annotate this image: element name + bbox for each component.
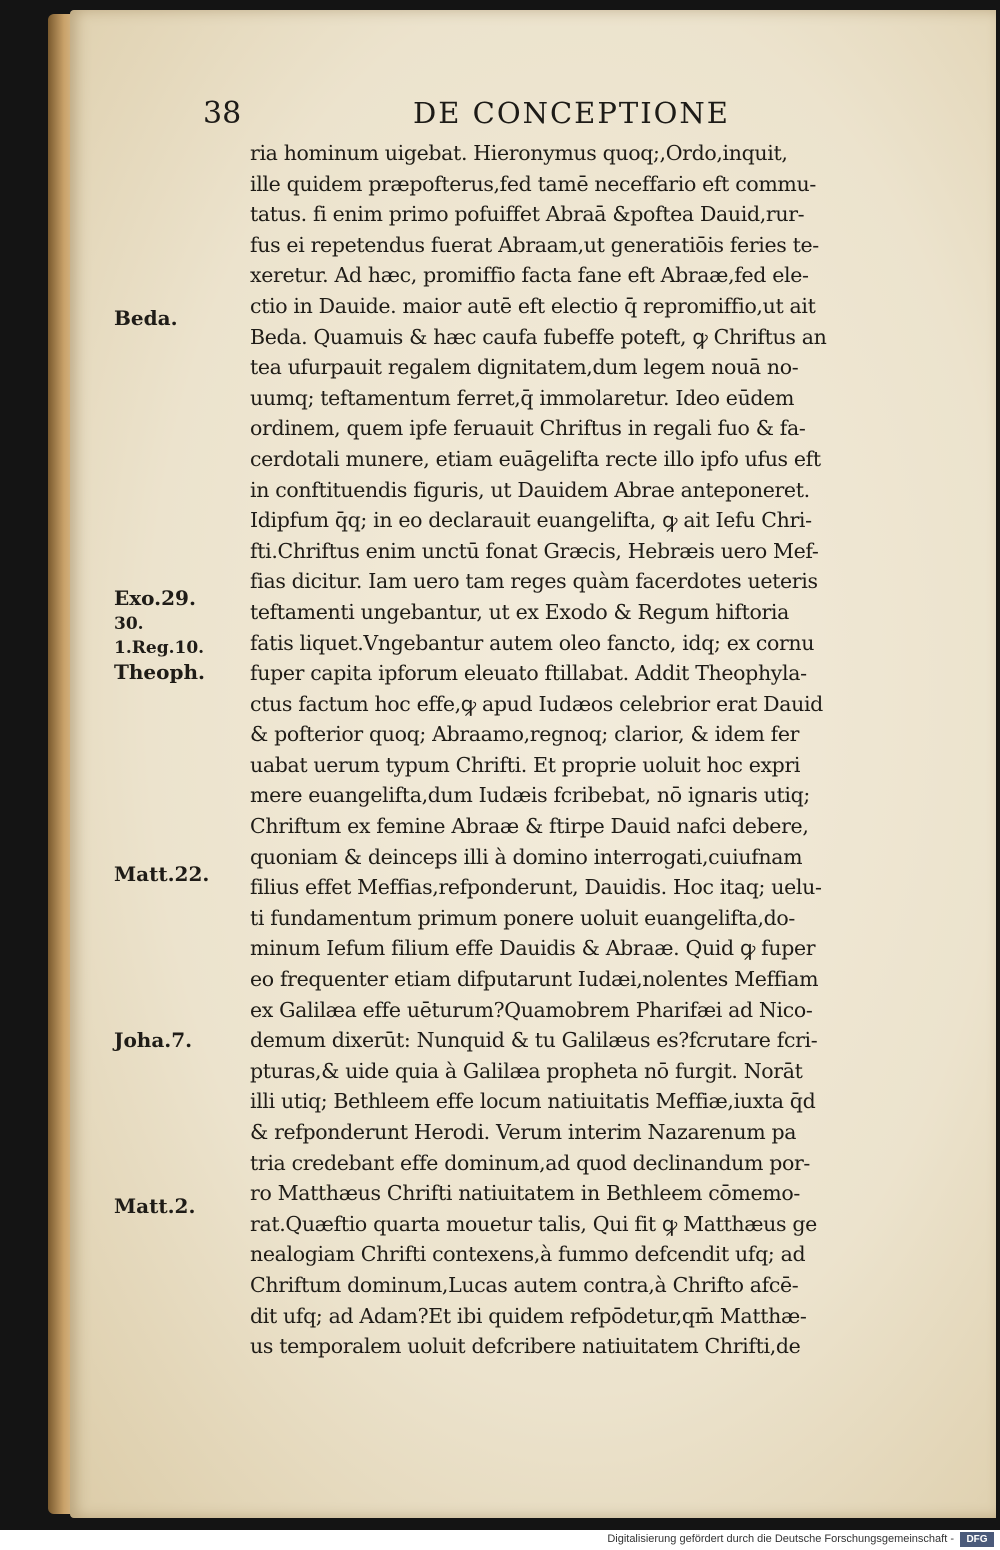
text-line: ordinem, quem ipfe feruauit Chriftus in regali fuo & fa- [250,416,806,441]
text-line: nealogiam Chrifti contexens,à fummo defcendit ufq; ad [250,1242,806,1267]
text-line: Chriftum dominum,Lucas autem contra,à Chrifto afcē- [250,1272,799,1297]
text-line: ria hominum uigebat. Hieronymus quoq;,Ordo,inquit, [250,141,788,165]
text-line: pturas,& uide quia à Galilæa propheta nō furgit. Norāt [250,1058,803,1083]
text-line: uumq; teftamentum ferret,q̄ immolaretur. Ideo eūdem [250,385,795,410]
text-line: fias dicitur. Iam uero tam reges quàm facerdotes ueteris [250,569,818,594]
text-line: Chriftum ex femine Abraæ & ftirpe Dauid nafci debere, [250,814,809,839]
text-line: uabat uerum typum Chrifti. Et proprie uoluit hoc expri [250,752,801,777]
text-line: quoniam & deinceps illi à domino interrogati,cuiufnam [250,844,803,869]
footer-bar [0,1530,1000,1550]
text-line: us temporalem uoluit defcribere natiuitatem Chrifti,de [250,1334,801,1359]
text-line: xeretur. Ad hæc, promiffio facta fane eft Abraæ,fed ele- [250,263,809,288]
text-line: ctio in Dauide. maior autē eft electio q̄ repromiffio,ut ait [250,293,816,318]
text-line: & pofterior quoq; Abraamo,regnoq; clarior, & idem fer [250,722,800,747]
text-line: tatus. fi enim primo pofuiffet Abraā &poftea Dauid,rur- [250,202,805,227]
text-line: fti.Chriftus enim unctū fonat Græcis, Hebræis uero Mef- [250,538,819,563]
margin-note-matt22: Matt.22. [114,862,210,886]
text-line: cerdotali munere, etiam euāgelifta recte illo ipfo ufus eft [250,446,821,471]
funding-credit: Digitalisierung gefördert durch die Deutsche Forschungsgemeinschaft - [607,1533,954,1545]
text-line: eo frequenter etiam difputarunt Iudæi,nolentes Meffiam [250,967,819,992]
text-line: minum Iefum filium effe Dauidis & Abraæ. Quid ꝙ fuper [250,936,816,961]
margin-note-beda: Beda. [114,306,178,330]
text-line: demum dixerūt: Nunquid & tu Galilæus es?fcrutare fcri- [250,1028,818,1053]
text-line: tria credebant effe dominum,ad quod declinandum por- [250,1150,810,1175]
running-head: DE CONCEPTIONE [413,96,730,130]
text-line: teftamenti ungebantur, ut ex Exodo & Regum hiftoria [250,599,790,624]
text-line: Idipfum q̄q; in eo declarauit euangelifta, ꝙ ait Iefu Chri- [250,508,812,533]
text-line: tea ufurpauit regalem dignitatem,dum legem nouā no- [250,355,799,380]
text-line: in conftituendis figuris, ut Dauidem Abrae anteponeret. [250,477,810,502]
text-line: ro Matthæus Chrifti natiuitatem in Bethleem cōmemo- [250,1181,800,1206]
text-line: ti fundamentum primum ponere uoluit euangelifta,do- [250,905,795,930]
text-line: & refponderunt Herodi. Verum interim Nazarenum pa [250,1120,797,1144]
margin-note-joha: Joha.7. [114,1028,193,1052]
margin-note-theoph: Theoph. [114,660,205,684]
margin-note-reg: 1.Reg.10. [114,638,205,658]
text-line: dit ufq; ad Adam?Et ibi quidem refpōdetur,qm̄ Matthæ- [250,1303,807,1328]
text-line: ex Galilæa effe uēturum?Quamobrem Pharifæi ad Nico- [250,997,813,1022]
text-line: fuper capita ipforum eleuato ftillabat. Addit Theophyla- [250,661,807,686]
text-line: fatis liquet.Vngebantur autem oleo fancto, idq; ex cornu [250,630,815,655]
text-line: mere euangelifta,dum Iudæis fcribebat, nō ignaris utiq; [250,783,810,808]
text-line: fus ei repetendus fuerat Abraam,ut generatiōis feries te- [250,232,819,257]
text-line: ctus factum hoc effe,ꝙ apud Iudæos celebrior erat Dauid [250,691,823,716]
dfg-logo: DFG [960,1532,994,1547]
text-line: filius effet Meffias,refponderunt, Dauidis. Hoc itaq; uelu- [250,875,822,900]
margin-note-exo-30: 30. [114,614,144,634]
margin-note-exo: Exo.29. [114,586,196,610]
text-line: Beda. Quamuis & hæc caufa fubeffe poteft, ꝙ Chriftus an [250,324,827,349]
margin-note-matt2: Matt.2. [114,1194,196,1218]
text-line: rat.Quæftio quarta mouetur talis, Qui fit ꝙ Matthæus ge [250,1211,817,1236]
text-line: illi utiq; Bethleem effe locum natiuitatis Meffiæ,iuxta q̄d [250,1089,816,1114]
body-text [250,138,950,1362]
text-line: ille quidem præpofterus,fed tamē neceffario eft commu- [250,171,816,196]
page-number: 38 [203,96,242,131]
page-header [203,96,973,136]
